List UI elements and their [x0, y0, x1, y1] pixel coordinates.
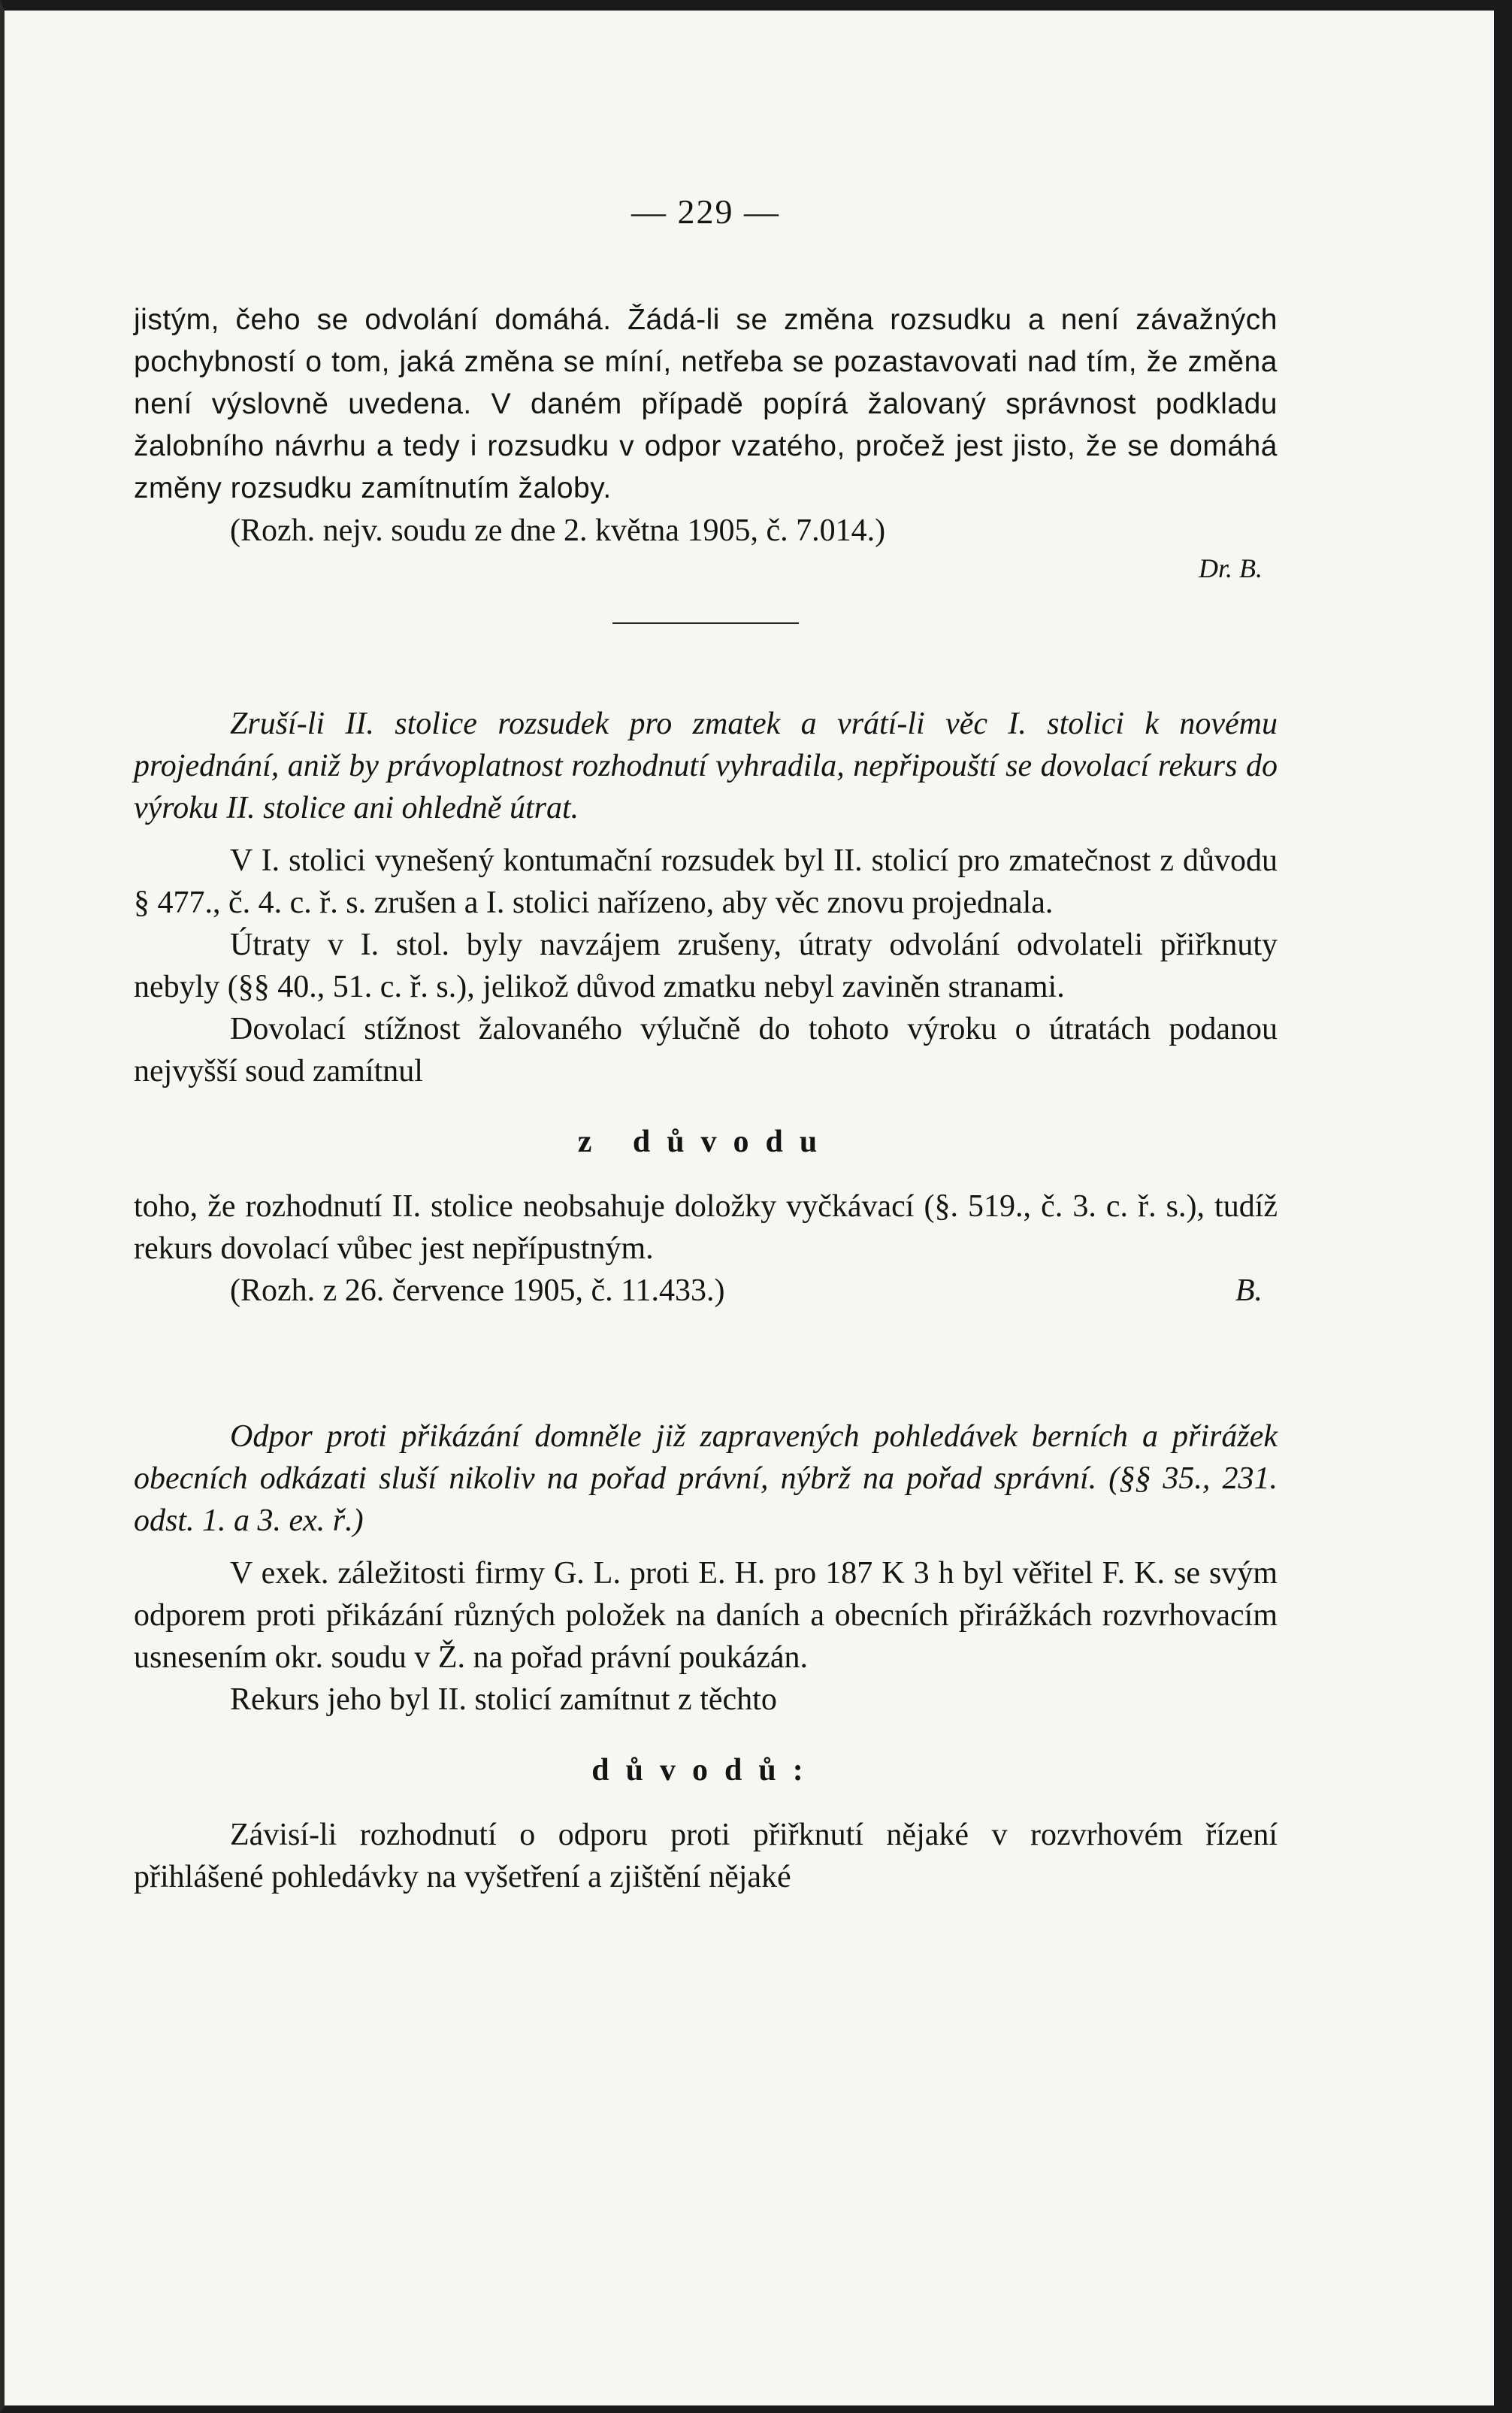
section2-signature: B. — [1235, 1273, 1263, 1308]
section1-citation: (Rozh. nejv. soudu ze dne 2. května 1905, č. 7.014.) — [230, 513, 886, 548]
section-divider — [612, 622, 799, 624]
section2-citation: (Rozh. z 26. července 1905, č. 11.433.) — [230, 1273, 725, 1308]
section1-paragraph: jistým, čeho se odvolání domáhá. Žádá-li se změna rozsudku a není závažných pochybností o tom, jaká změna se míní, netřeba se pozastavovati nad tím, že změna není výslovně uvedena. V daném případě popírá žalovaný správnost podkladu žalobního návrhu a tedy i rozsudku v odpor vzatého, pročež jest jisto, že se domáhá změny rozsudku zamítnutím žaloby. — [134, 304, 1278, 504]
section2-heading: z důvodu — [577, 1125, 834, 1159]
section1-citation-line — [134, 510, 1278, 552]
section2-paragraph-4: toho, že rozhodnutí II. stolice neobsahuje doložky vyčkávací (§. 519., č. 3. c. ř. s.), tudíž rekurs dovolací vůbec jest nepřípustným. — [134, 1189, 1278, 1266]
section2-citation-line — [134, 1270, 1278, 1312]
section2-paragraph-2: Útraty v I. stol. byly navzájem zrušeny, útraty odvolání odvolateli přiřknuty nebyly (§§ 40., 51. c. ř. s.), jelikož důvod zmatku nebyl zaviněn stranami. — [134, 928, 1278, 1004]
section1-signature: Dr. B. — [1198, 553, 1263, 583]
section2-headnote: Zruší-li II. stolice rozsudek pro zmatek a vrátí-li věc I. stolici k novému projednání, aniž by právoplatnost rozhodnutí vyhradila, nepřipouští se dovolací rekurs do výroku II. stolice ani ohledně útrat. — [134, 707, 1278, 825]
page-content — [134, 192, 1278, 1898]
section3-headnote: Odpor proti přikázání domněle již zapravených pohledávek berních a přirážek obecních odkázati sluší nikoliv na pořad právní, nýbrž na pořad správní. (§§ 35., 231. odst. 1. a 3. ex. ř.) — [134, 1419, 1278, 1538]
page-number: — 229 — — [631, 192, 780, 231]
section3-paragraph-2: Rekurs jeho byl II. stolicí zamítnut z těchto — [230, 1682, 777, 1717]
section2-paragraph-3: Dovolací stížnost žalovaného výlučně do tohoto výroku o útratách podanou nejvyšší soud zamítnul — [134, 1012, 1278, 1088]
section2-paragraph-1: V I. stolici vynešený kontumační rozsudek byl II. stolicí pro zmatečnost z důvodu § 477., č. 4. c. ř. s. zrušen a I. stolici nařízeno, aby věc znovu projednala. — [134, 843, 1278, 920]
section3-paragraph-3: Závisí-li rozhodnutí o odporu proti přiřknutí nějaké v rozvrhovém řízení přihlášené pohledávky na vyšetření a zjištění nějaké — [134, 1818, 1278, 1894]
section3-heading: důvodů: — [591, 1753, 820, 1788]
section3-paragraph-1: V exek. záležitosti firmy G. L. proti E. H. pro 187 K 3 h byl věřitel F. K. se svým odporem proti přikázání různých položek na daních a obecních přirážkách rozvrhovacím usnesením okr. soudu v Ž. na pořad právní poukázán. — [134, 1556, 1278, 1675]
